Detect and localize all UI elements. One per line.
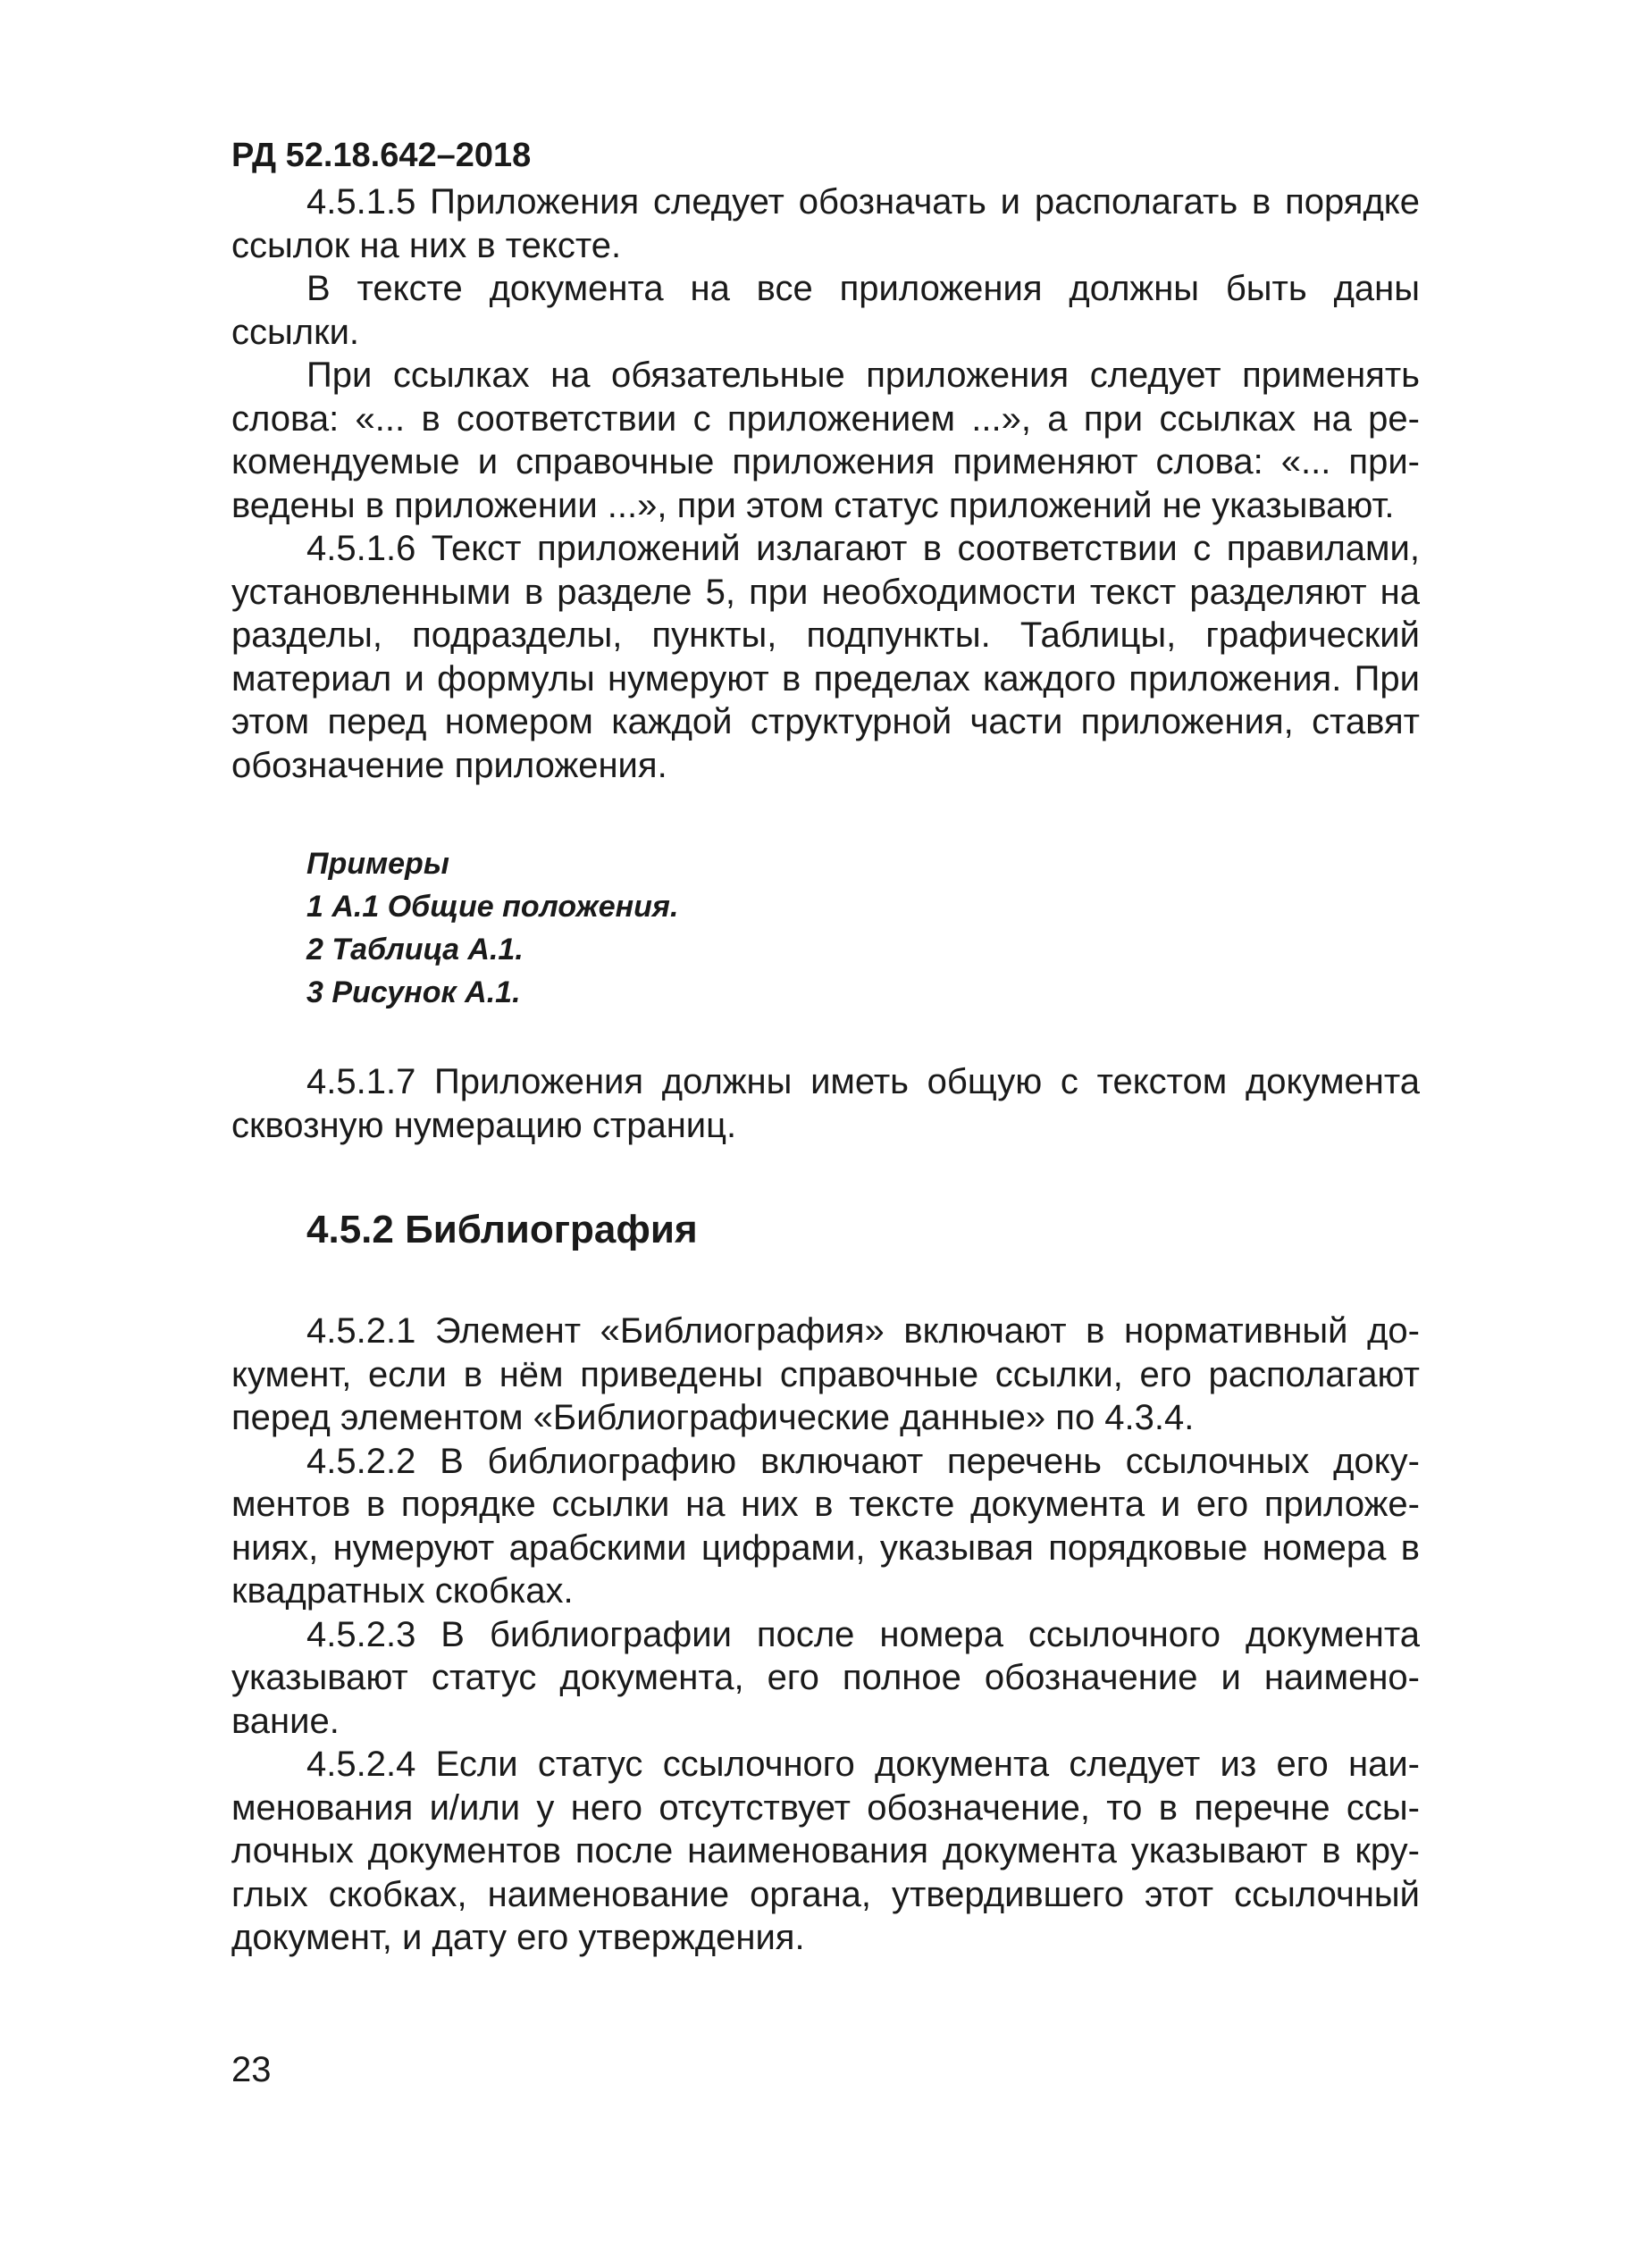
paragraph-4-5-1-7: 4.5.1.7 Приложения должны иметь общую с текстом документа сквозную нумерацию страниц. [231, 1062, 1420, 1145]
page-number: 23 [231, 2050, 272, 2089]
examples-title: Примеры [306, 847, 449, 881]
document-page [231, 134, 1420, 1960]
document-designation: РД 52.18.642–2018 [231, 137, 532, 174]
paragraph-4-5-2-1: 4.5.2.1 Элемент «Библиография» включают в нормативный документ, если в нём приведены справочные ссылки, его располагают перед элементом «Библиографические данные» по 4.3.4. [231, 1311, 1420, 1437]
example-item: 2 Таблица А.1. [306, 933, 524, 967]
example-item: 1 А.1 Общие положения. [306, 890, 679, 924]
paragraph-4-5-2-2: 4.5.2.2 В библиографию включают перечень ссылочных документов в порядке ссылки на них в тексте документа и его приложениях, нумеруют арабскими цифрами, указывая порядковые номера в квадратных скобках. [231, 1441, 1420, 1611]
paragraph-4-5-2-4: 4.5.2.4 Если статус ссылочного документа следует из его наименования и/или у него отсутствует обозначение, то в перечне ссылочных документов после наименования документа указывают в круглых скобках, наименование органа, утвердившего этот ссылочный документ, и дату его утверждения. [231, 1745, 1420, 1957]
paragraph-reference-wording: При ссылках на обязательные приложения следует применять слова: «... в соответствии с приложением ...», а при ссылках на рекомендуемые и справочные приложения применяют слова: «... приведены в приложении ...», при этом статус приложений не указывают. [231, 356, 1420, 525]
paragraph-appendix-references: В тексте документа на все приложения должны быть даны ссылки. [231, 269, 1420, 352]
paragraph-4-5-2-3: 4.5.2.3 В библиографии после номера ссылочного документа указывают статус документа, его полное обозначение и наименование. [231, 1614, 1420, 1741]
paragraph-4-5-1-6: 4.5.1.6 Текст приложений излагают в соответствии с правилами, установленными в разделе 5, при необходимости текст разделяют на разделы, подразделы, пункты, подпункты. Таблицы, графический материал и формулы нумеруют в пределах каждого приложения. При этом перед номером каждой структурной части приложения, ставят обозначение приложения. [231, 529, 1420, 785]
section-title-bibliography: 4.5.2 Библиография [306, 1208, 698, 1251]
examples-block [306, 842, 1420, 1014]
paragraph-4-5-1-5: 4.5.1.5 Приложения следует обозначать и располагать в порядке ссылок на них в тексте. [231, 182, 1420, 265]
example-item: 3 Рисунок А.1. [306, 975, 521, 1009]
